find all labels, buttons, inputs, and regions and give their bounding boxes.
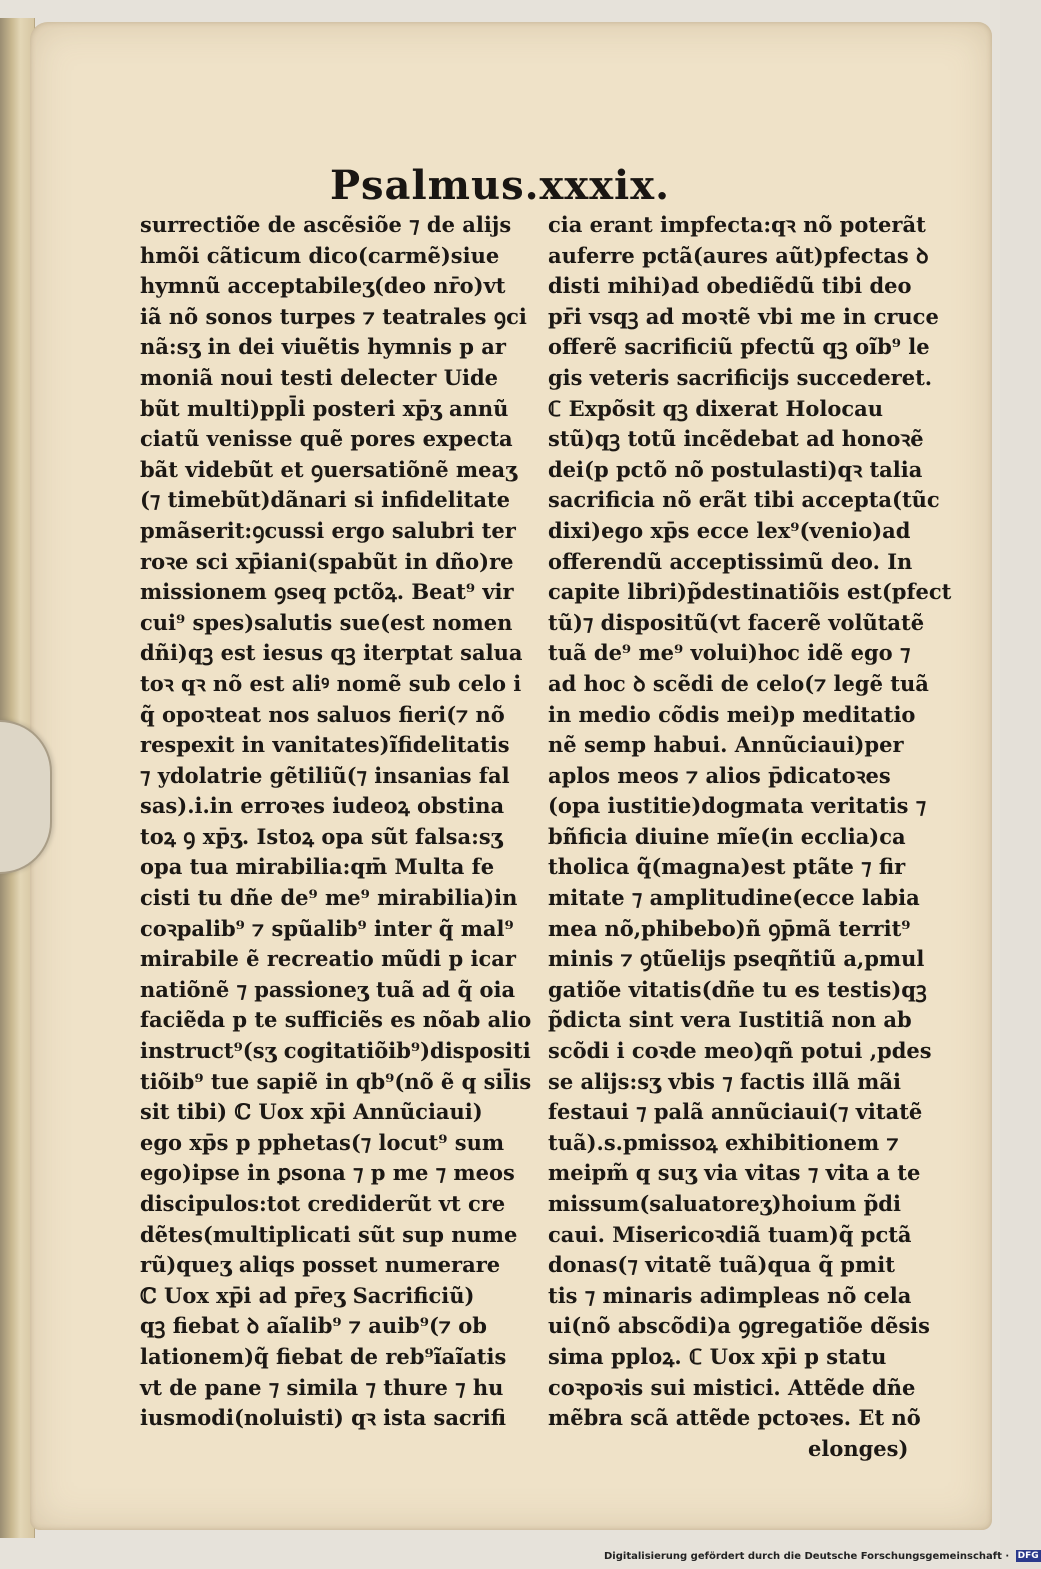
text-line: se alijs:sʒ vbis ⁊ factis illã mãi	[548, 1068, 901, 1094]
text-line: q̃ opoꝛteat nos saluos fieri(⁊ nõ	[140, 701, 505, 727]
text-line: iã nõ sonos turpes ⁊ teatrales ꝯci	[140, 303, 527, 329]
text-line: stũ)qꝫ totũ incẽdebat ad honoꝛẽ	[548, 426, 924, 452]
text-line: mitate ⁊ amplitudine(ecce labia	[548, 885, 920, 911]
text-line: opa tua mirabilia:qm̄ Multa fe	[140, 854, 495, 880]
text-line: missionem ꝯseq pctõꝝ. Beat⁹ vir	[140, 579, 514, 605]
text-line: vt de pane ⁊ simila ⁊ thure ⁊ hu	[140, 1374, 504, 1400]
text-line: scõdi i coꝛde meo)qñ potui ,pdes	[548, 1038, 932, 1064]
text-line: hmõi cãticum dico(carmẽ)siue	[140, 242, 500, 268]
text-line: ⁊ ydolatrie gẽtiliũ(⁊ insanias fal	[140, 762, 510, 788]
text-line: nã:sʒ in dei viuẽtis hymnis p ar	[140, 334, 506, 360]
text-line: dixi)ego xp̄s ecce lex⁹(venio)ad	[548, 517, 911, 543]
text-line: natiõnẽ ⁊ passioneʒ tuã ad q̃ oia	[140, 976, 516, 1002]
text-line: bãt videbũt et ꝯuersatiõnẽ meaʒ	[140, 456, 518, 482]
text-line: mẽbra scã attẽde pctoꝛes. Et nõ	[548, 1405, 921, 1431]
text-line: ego xp̄s p pphetas(⁊ locut⁹ sum	[140, 1129, 505, 1155]
text-line: cui⁹ spes)salutis sue(est nomen	[140, 609, 513, 635]
text-line: ciatũ venisse quẽ pores expecta	[140, 426, 513, 452]
text-line: toꝛ qꝛ nõ est aliꝰ nomẽ sub celo i	[140, 670, 522, 696]
text-line: donas(⁊ vitatẽ tuã)qua q̃ pmit	[548, 1252, 895, 1278]
text-line: sas).i.in erroꝛes iudeoꝝ obstina	[140, 793, 505, 819]
text-line: tuã).s.pmissoꝝ exhibitionem ⁊	[548, 1129, 899, 1155]
text-line: rũ)queʒ aliqs posset numerare	[140, 1252, 501, 1278]
text-line: bñficia diuine mĩe(in ecclia)ca	[548, 823, 906, 849]
text-line: ui(nõ abscõdi)a ꝯgregatiõe dẽsis	[548, 1313, 930, 1339]
text-line: tuã de⁹ me⁹ volui)hoc idẽ ego ⁊	[548, 640, 911, 666]
text-line: ego)ipse in ꝑsona ⁊ p me ⁊ meos	[140, 1160, 515, 1186]
text-line: ℂ Expõsit qꝫ dixerat Holocau	[548, 395, 884, 421]
text-line: sit tibi) ℂ Uox xp̄i Annũciaui)	[140, 1099, 483, 1125]
text-line: tis ⁊ minaris adimpleas nõ cela	[548, 1282, 912, 1308]
text-line: ad hoc ꝺ scẽdi de celo(⁊ legẽ tuã	[548, 670, 929, 696]
text-line: offerẽ sacrificiũ pfectũ qꝫ oĩb⁹ le	[548, 334, 930, 360]
text-line: gis veteris sacrificijs succederet.	[548, 364, 933, 390]
text-line: minis ⁊ ꝯtũelijs pseqñtiũ a,pmul	[548, 946, 925, 972]
text-line: elonges)	[808, 1435, 909, 1461]
text-line: meipm̃ q suʒ via vitas ⁊ vita a te	[548, 1160, 921, 1186]
text-line: tũ)⁊ dispositũ(vt facerẽ volũtatẽ	[548, 609, 925, 635]
text-line: cisti tu dñe de⁹ me⁹ mirabilia)in	[140, 885, 518, 911]
text-line: auferre pctã(aures aũt)pfectas ꝺ	[548, 242, 929, 268]
text-line: missum(saluatoreʒ)hoium p̃di	[548, 1191, 901, 1216]
text-line: festaui ⁊ palã annũciaui(⁊ vitatẽ	[548, 1099, 923, 1125]
left-column	[140, 210, 540, 1434]
text-line: (⁊ timebũt)dãnari si infidelitate	[140, 487, 511, 513]
text-line: sacrificia nõ erãt tibi accepta(tũc	[548, 487, 940, 513]
text-line: faciẽda p te sufficiẽs es nõab alio	[140, 1007, 532, 1033]
text-line: sima pploꝝ. ℂ Uox xp̄i p statu	[548, 1343, 887, 1369]
text-line: hymnũ acceptabileʒ(deo nr̄o)vt	[140, 273, 506, 299]
text-line: (opa iustitie)dogmata veritatis ⁊	[548, 793, 927, 819]
text-line: roꝛe sci xp̄iani(spabũt in dño)re	[140, 548, 514, 574]
text-line: dei(p pctõ nõ postulasti)qꝛ talia	[548, 456, 923, 482]
text-line: aplos meos ⁊ alios p̄dicatoꝛes	[548, 762, 891, 788]
text-line: bũt multi)ppl̄i posteri xp̄ʒ annũ	[140, 395, 509, 421]
text-line: discipulos:tot crediderũt vt cre	[140, 1191, 506, 1216]
text-line: instruct⁹(sʒ cogitatiõib⁹)dispositi	[140, 1038, 531, 1064]
text-line: surrectiõe de ascẽsiõe ⁊ de alijs	[140, 212, 512, 237]
text-line: caui. Misericoꝛdiã tuam)q̃ pctã	[548, 1221, 912, 1247]
text-line: dñi)qꝫ est iesus qꝫ iterptat salua	[140, 640, 523, 666]
text-line: coꝛpoꝛis sui mistici. Attẽde dñe	[548, 1374, 916, 1400]
text-line: coꝛpalib⁹ ⁊ spũalib⁹ inter q̃ mal⁹	[140, 915, 514, 941]
text-line: ℂ Uox xp̄i ad pr̄eʒ Sacrificiũ)	[140, 1282, 475, 1308]
text-line: mea nõ,phibebo)ñ ꝯp̄mã territ⁹	[548, 915, 911, 941]
text-line: pmãserit:ꝯcussi ergo salubri ter	[140, 517, 516, 543]
text-line: tholica q̃(magna)est ptãte ⁊ fir	[548, 854, 906, 880]
text-line: cia erant impfecta:qꝛ nõ poterãt	[548, 212, 926, 237]
text-line: iusmodi(noluisti) qꝛ ista sacrifi	[140, 1405, 507, 1431]
text-line: tiõib⁹ tue sapiẽ in qb⁹(nõ ẽ q sil̄is	[140, 1068, 532, 1094]
text-line: in medio cõdis mei)p meditatio	[548, 701, 916, 727]
credit-text: Digitalisierung gefördert durch die Deutsche Forschungsgemeinschaft ·	[604, 1551, 1010, 1562]
text-line: toꝝ ꝯ xp̄ʒ. Istoꝝ opa sũt falsa:sʒ	[140, 823, 503, 849]
text-line: gatiõe vitatis(dñe tu es testis)qꝫ	[548, 976, 927, 1002]
text-line: pr̄i vsqꝫ ad moꝛtẽ vbi me in cruce	[548, 303, 939, 329]
right-column	[548, 210, 952, 1464]
text-line: dẽtes(multiplicati sũt sup nume	[140, 1221, 518, 1247]
text-line: respexit in vanitates)ĩfidelitatis	[140, 732, 510, 758]
text-line: lationem)q̃ fiebat de reb⁹ĩaĩatis	[140, 1343, 507, 1369]
text-line: offerendũ acceptissimũ deo. In	[548, 548, 913, 574]
digitization-credit	[604, 1550, 1041, 1562]
text-line: p̃dicta sint vera Iustitiã non ab	[548, 1007, 912, 1033]
text-line: disti mihi)ad obediẽdũ tibi deo	[548, 273, 912, 299]
text-line: nẽ semp habui. Annũciaui)per	[548, 732, 904, 758]
dfg-logo: DFG	[1017, 1551, 1039, 1561]
text-line: moniã noui testi delecter Uide	[140, 364, 499, 390]
page-header: Psalmus.xxxix.	[329, 162, 671, 209]
text-line: mirabile ẽ recreatio mũdi p icar	[140, 946, 516, 972]
text-line: capite libri)p̃destinatiõis est(pfect	[548, 579, 952, 605]
text-line: qꝫ fiebat ꝺ aĩalib⁹ ⁊ auib⁹(⁊ ob	[140, 1313, 487, 1339]
